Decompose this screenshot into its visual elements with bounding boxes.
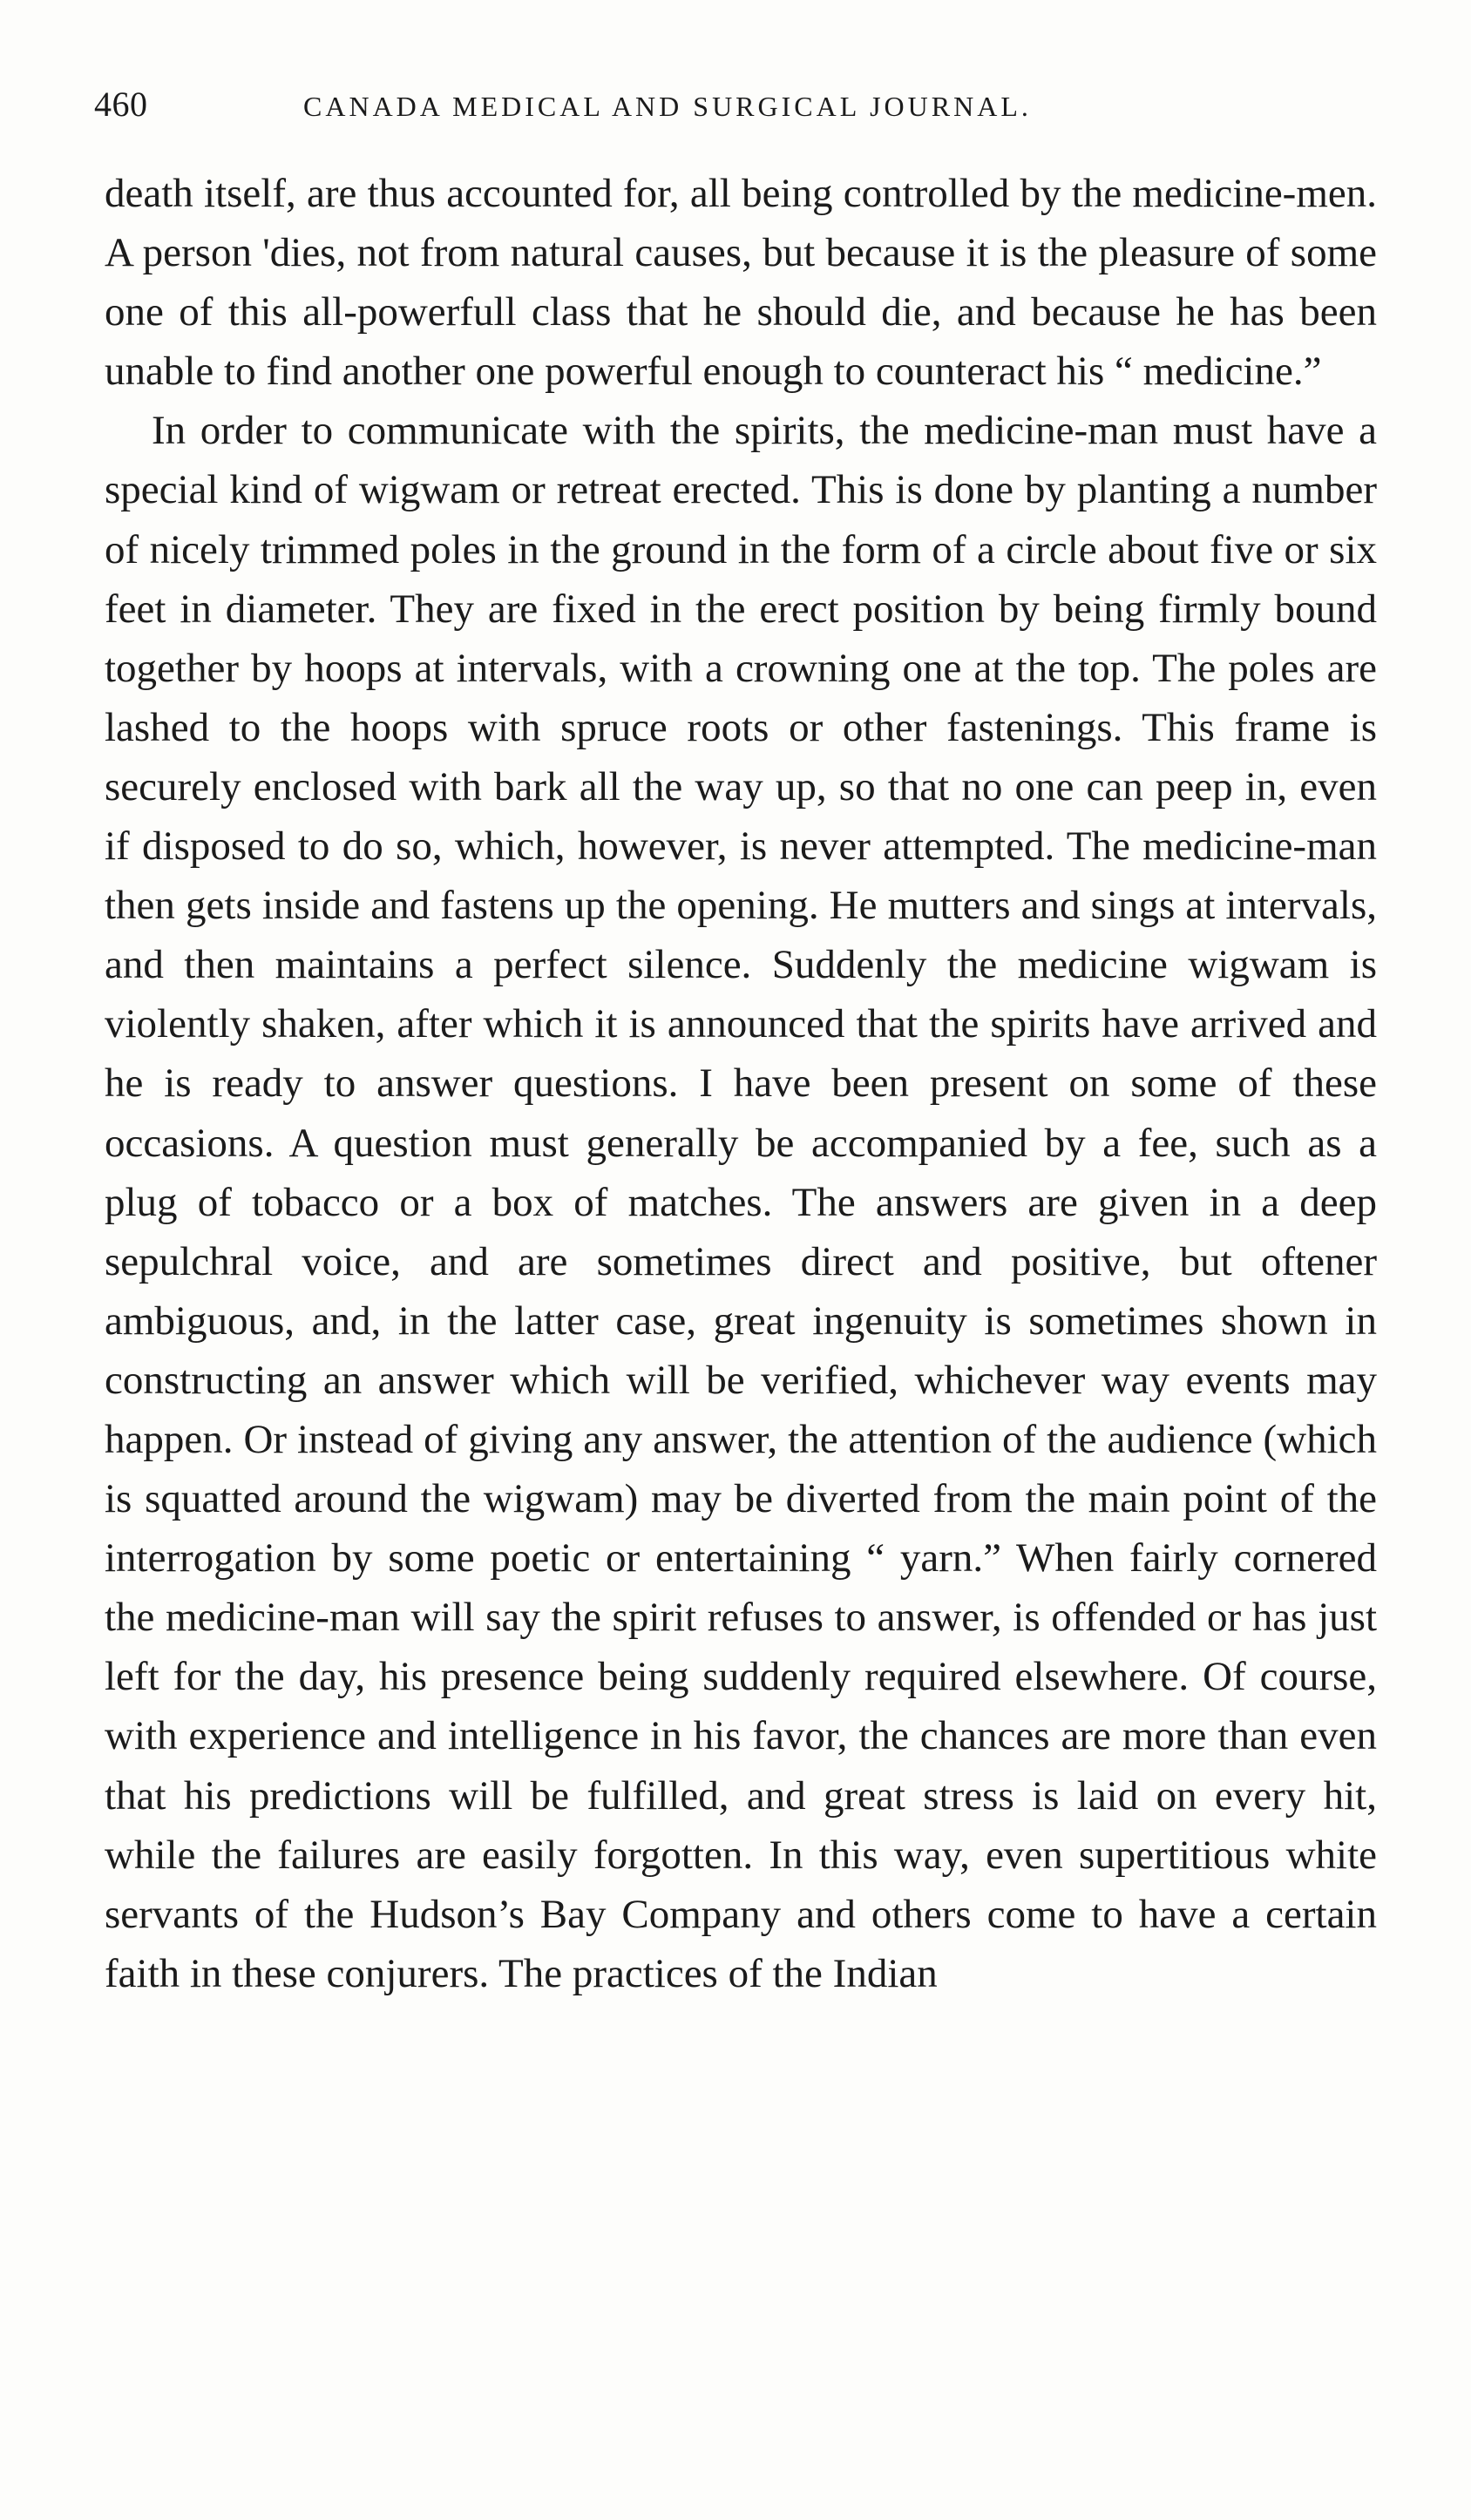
page-number: 460 bbox=[94, 85, 148, 124]
body-text bbox=[105, 164, 1377, 2003]
running-header bbox=[94, 84, 1375, 136]
paragraph: death itself, are thus accounted for, all being controlled by the medicine-men. A person 'dies, not from natural causes, but because it is the pleasure of some one of this all-powerfull class that he should die, and because he has been unable to find another one powerful enough to counteract his “ medicine.” bbox=[105, 171, 1377, 395]
journal-title: CANADA MEDICAL AND SURGICAL JOURNAL. bbox=[303, 91, 1032, 122]
paragraph: In order to communicate with the spirits, the medicine-man must have a special kind of wigwam or retreat erected. This is done by planting a number of nicely trimmed poles in the ground in the form of a circle about five or six feet in diameter. They are fixed in the erect position by being firmly bound together by hoops at intervals, with a crowning one at the top. The poles are lashed to the hoops with spruce roots or other fastenings. This frame is securely enclosed with bark all the way up, so that no one can peep in, even if disposed to do so, which, however, is never attempted. The medicine-man then gets inside and fastens up the opening. He mutters and sings at intervals, and then maintains a perfect silence. Suddenly the medicine wigwam is violently shaken, after which it is announced that the spirits have arrived and he is ready to answer questions. I have been present on some of these occasions. A question must generally be accompanied by a fee, such as a plug of tobacco or a box of matches. The answers are given in a deep sepulchral voice, and are sometimes direct and positive, but oftener ambiguous, and, in the latter case, great ingenuity is sometimes shown in constructing an answer which will be verified, whichever way events may happen. Or instead of giving any answer, the attention of the audience (which is squatted around the wigwam) may be diverted from the main point of the interrogation by some poetic or entertaining “ yarn.” When fairly cornered the medicine-man will say the spirit refuses to answer, is offended or has just left for the day, his presence being suddenly required elsewhere. Of course, with experience and intelligence in his favor, the chances are more than even that his predictions will be fulfilled, and great stress is laid on every hit, while the failures are easily forgotten. In this way, even supertitious white servants of the Hudson’s Bay Company and others come to have a certain faith in these conjurers. The practices of the Indian bbox=[105, 408, 1377, 1996]
